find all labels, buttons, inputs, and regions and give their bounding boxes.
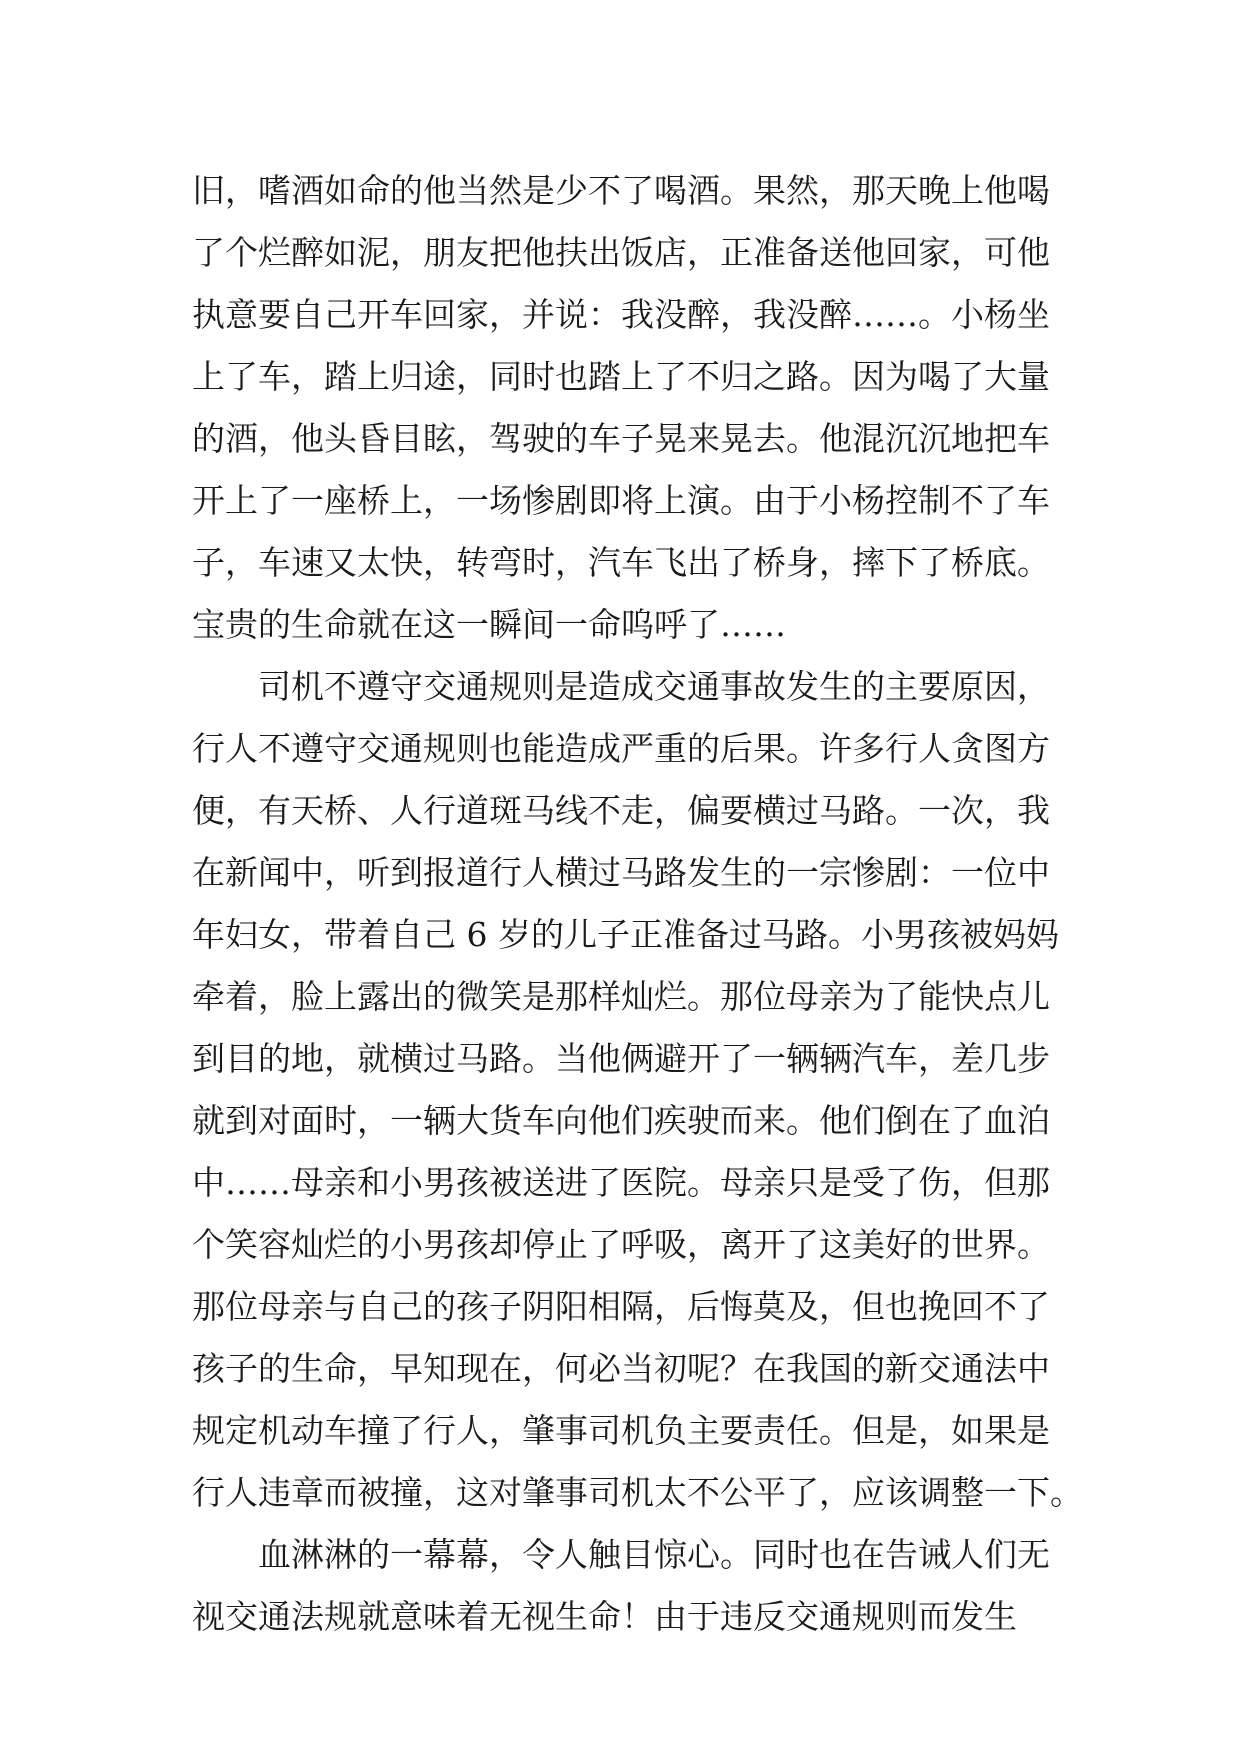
- text-line: 个笑容灿烂的小男孩却停止了呼吸，离开了这美好的世界。: [192, 1225, 1050, 1264]
- text-line: 血淋淋的一幕幕，令人触目惊心。同时也在告诫人们无: [192, 1535, 1050, 1574]
- text-line: 视交通法规就意味着无视生命！由于违反交通规则而发生: [192, 1597, 1017, 1636]
- text-line: 旧，嗜酒如命的他当然是少不了喝酒。果然，那天晚上他喝: [192, 171, 1050, 210]
- text-line: 宝贵的生命就在这一瞬间一命呜呼了……: [192, 605, 786, 644]
- text-line: 到目的地，就横过马路。当他俩避开了一辆辆汽车，差几步: [192, 1039, 1050, 1078]
- text-line: 孩子的生命，早知现在，何必当初呢？在我国的新交通法中: [192, 1349, 1050, 1388]
- text-line: 行人违章而被撞，这对肇事司机太不公平了，应该调整一下。: [192, 1473, 1083, 1512]
- text-line: 开上了一座桥上，一场惨剧即将上演。由于小杨控制不了车: [192, 481, 1050, 520]
- text-line: 中……母亲和小男孩被送进了医院。母亲只是受了伤，但那: [192, 1163, 1050, 1202]
- text-line: 年妇女，带着自己 6 岁的儿子正准备过马路。小男孩被妈妈: [192, 915, 1059, 954]
- text-line: 行人不遵守交通规则也能造成严重的后果。许多行人贪图方: [192, 729, 1050, 768]
- body-text: [192, 160, 1083, 1648]
- text-line: 司机不遵守交通规则是造成交通事故发生的主要原因，: [192, 667, 1050, 706]
- text-line: 规定机动车撞了行人，肇事司机负主要责任。但是，如果是: [192, 1411, 1050, 1450]
- text-line: 便，有天桥、人行道斑马线不走，偏要横过马路。一次，我: [192, 791, 1050, 830]
- text-line: 执意要自己开车回家，并说：我没醉，我没醉……。小杨坐: [192, 295, 1050, 334]
- text-line: 子，车速又太快，转弯时，汽车飞出了桥身，摔下了桥底。: [192, 543, 1050, 582]
- text-line: 那位母亲与自己的孩子阴阳相隔，后悔莫及，但也挽回不了: [192, 1287, 1050, 1326]
- text-line: 在新闻中，听到报道行人横过马路发生的一宗惨剧：一位中: [192, 853, 1050, 892]
- text-line: 的酒，他头昏目眩，驾驶的车子晃来晃去。他混沉沉地把车: [192, 419, 1050, 458]
- text-line: 就到对面时，一辆大货车向他们疾驶而来。他们倒在了血泊: [192, 1101, 1050, 1140]
- text-line: 上了车，踏上归途，同时也踏上了不归之路。因为喝了大量: [192, 357, 1050, 396]
- text-line: 了个烂醉如泥，朋友把他扶出饭店，正准备送他回家，可他: [192, 233, 1050, 272]
- text-line: 牵着，脸上露出的微笑是那样灿烂。那位母亲为了能快点儿: [192, 977, 1050, 1016]
